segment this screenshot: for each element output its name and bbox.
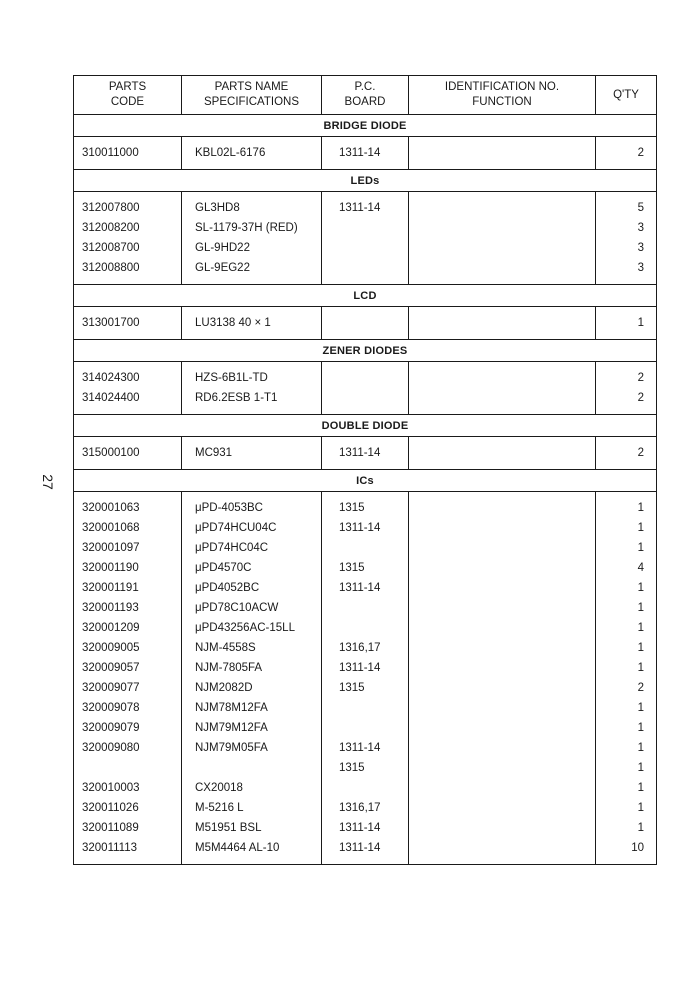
quantity-column: [596, 307, 657, 340]
pc-board-cell: 1315: [339, 562, 365, 574]
part-name-column: [182, 437, 322, 470]
pc-board-cell: 1311-14: [339, 147, 381, 159]
section-body-row: [74, 192, 657, 285]
identification-cell: [409, 368, 595, 388]
part-name-column: [182, 307, 322, 340]
quantity-cell: 3: [637, 262, 644, 274]
table-header-row: [74, 76, 657, 115]
section-body-row: [74, 492, 657, 865]
quantity-column: [596, 437, 657, 470]
quantity-cell: 1: [637, 822, 644, 834]
part-code-cell: 320009080: [82, 742, 140, 754]
part-name-cell: NJM2082D: [195, 682, 253, 694]
identification-cell: [409, 778, 595, 798]
quantity-cell: 2: [637, 372, 644, 384]
part-code-cell: 320011089: [82, 822, 139, 834]
identification-column: [409, 307, 596, 340]
quantity-cell: 1: [637, 542, 644, 554]
part-code-cell: 320001190: [82, 562, 139, 574]
part-code-cell: [74, 758, 181, 778]
pc-board-cell: [322, 368, 408, 388]
quantity-cell: 1: [637, 802, 644, 814]
part-code-cell: 320009057: [82, 662, 140, 674]
section-header-row: [74, 415, 657, 437]
pc-board-cell: [322, 618, 408, 638]
quantity-cell: 1: [637, 502, 644, 514]
quantity-cell: 10: [631, 842, 644, 854]
quantity-cell: 1: [637, 602, 644, 614]
pc-board-cell: 1315: [339, 502, 365, 514]
pc-board-cell: [322, 313, 408, 333]
quantity-cell: 1: [637, 622, 644, 634]
quantity-cell: 1: [637, 742, 644, 754]
part-name-column: [182, 492, 322, 865]
part-code-column: [74, 362, 182, 415]
header-parts-code: PARTS CODE: [74, 76, 182, 115]
part-code-cell: 320001068: [82, 522, 140, 534]
pc-board-cell: 1315: [339, 682, 365, 694]
part-code-cell: 313001700: [82, 317, 140, 329]
part-code-cell: 320001063: [82, 502, 140, 514]
identification-column: [409, 362, 596, 415]
part-name-cell: NJM-7805FA: [195, 662, 263, 674]
section-body-row: [74, 362, 657, 415]
quantity-cell: 1: [637, 582, 644, 594]
part-code-cell: 320009078: [82, 702, 140, 714]
identification-cell: [409, 258, 595, 278]
part-name-cell: μPD78C10ACW: [195, 602, 279, 614]
quantity-cell: 2: [637, 147, 644, 159]
pc-board-cell: [322, 598, 408, 618]
identification-column: [409, 137, 596, 170]
part-name-cell: μPD74HC04C: [195, 542, 269, 554]
section-header-row: [74, 170, 657, 192]
part-name-cell: RD6.2ESB 1-T1: [195, 392, 278, 404]
pc-board-cell: [322, 238, 408, 258]
identification-cell: [409, 443, 595, 463]
part-code-cell: 320011026: [82, 802, 139, 814]
part-code-cell: 310011000: [82, 147, 139, 159]
part-code-cell: 320001193: [82, 602, 139, 614]
part-name-cell: KBL02L-6176: [195, 147, 266, 159]
identification-cell: [409, 838, 595, 858]
identification-cell: [409, 388, 595, 408]
quantity-cell: 5: [637, 202, 644, 214]
identification-cell: [409, 698, 595, 718]
section-title: LEDs: [74, 170, 657, 192]
identification-cell: [409, 758, 595, 778]
part-code-cell: 320011113: [82, 842, 138, 854]
section-title: LCD: [74, 285, 657, 307]
identification-cell: [409, 818, 595, 838]
pc-board-cell: [322, 718, 408, 738]
header-qty: Q'TY: [596, 76, 657, 115]
identification-cell: [409, 578, 595, 598]
identification-cell: [409, 738, 595, 758]
pc-board-cell: 1311-14: [339, 447, 381, 459]
identification-cell: [409, 598, 595, 618]
section-body-row: [74, 437, 657, 470]
pc-board-column: [322, 307, 409, 340]
identification-column: [409, 437, 596, 470]
quantity-cell: 2: [637, 447, 644, 459]
quantity-column: [596, 192, 657, 285]
part-name-cell: GL-9EG22: [195, 262, 250, 274]
pc-board-cell: [322, 388, 408, 408]
part-code-cell: 314024300: [82, 372, 140, 384]
identification-cell: [409, 618, 595, 638]
pc-board-cell: [322, 218, 408, 238]
section-header-row: [74, 340, 657, 362]
part-name-cell: μPD4052BC: [195, 582, 260, 594]
part-code-cell: 320001209: [82, 622, 140, 634]
part-name-cell: NJM79M12FA: [195, 722, 268, 734]
identification-cell: [409, 143, 595, 163]
pc-board-cell: 1316,17: [339, 802, 381, 814]
part-code-cell: 314024400: [82, 392, 140, 404]
quantity-cell: 1: [637, 762, 644, 774]
header-identification: IDENTIFICATION NO. FUNCTION: [409, 76, 596, 115]
quantity-cell: 1: [637, 782, 644, 794]
pc-board-cell: 1311-14: [339, 742, 381, 754]
quantity-cell: 2: [637, 392, 644, 404]
part-name-cell: M51951 BSL: [195, 822, 262, 834]
part-name-cell: NJM-4558S: [195, 642, 256, 654]
section-title: DOUBLE DIODE: [74, 415, 657, 437]
section-body-row: [74, 137, 657, 170]
quantity-cell: 1: [637, 522, 644, 534]
section-header-row: [74, 285, 657, 307]
part-name-cell: NJM78M12FA: [195, 702, 268, 714]
part-code-cell: 312008200: [82, 222, 140, 234]
part-name-cell: GL-9HD22: [195, 242, 250, 254]
pc-board-column: [322, 362, 409, 415]
quantity-cell: 2: [637, 682, 644, 694]
section-title: ZENER DIODES: [74, 340, 657, 362]
identification-column: [409, 192, 596, 285]
section-title: ICs: [74, 470, 657, 492]
part-name-cell: M5M4464 AL-10: [195, 842, 280, 854]
section-title: BRIDGE DIODE: [74, 115, 657, 137]
pc-board-cell: 1311-14: [339, 822, 381, 834]
part-code-cell: 315000100: [82, 447, 140, 459]
quantity-column: [596, 492, 657, 865]
identification-cell: [409, 518, 595, 538]
part-name-cell: LU3138 40 × 1: [195, 317, 271, 329]
pc-board-cell: [322, 258, 408, 278]
identification-cell: [409, 718, 595, 738]
part-name-column: [182, 192, 322, 285]
identification-cell: [409, 638, 595, 658]
quantity-cell: 3: [637, 222, 644, 234]
section-body-row: [74, 307, 657, 340]
pc-board-column: [322, 492, 409, 865]
part-name-cell: μPD4570C: [195, 562, 252, 574]
section-header-row: [74, 470, 657, 492]
part-name-cell: μPD43256AC-15LL: [195, 622, 295, 634]
quantity-cell: 4: [637, 562, 644, 574]
part-code-column: [74, 492, 182, 865]
quantity-cell: 1: [637, 662, 644, 674]
quantity-cell: 1: [637, 642, 644, 654]
pc-board-column: [322, 192, 409, 285]
part-code-column: [74, 137, 182, 170]
identification-cell: [409, 538, 595, 558]
part-name-cell: SL-1179-37H (RED): [195, 222, 298, 234]
part-code-cell: 320001097: [82, 542, 140, 554]
pc-board-cell: 1311-14: [339, 522, 381, 534]
identification-cell: [409, 198, 595, 218]
part-code-column: [74, 307, 182, 340]
pc-board-cell: [322, 538, 408, 558]
part-code-cell: 320010003: [82, 782, 140, 794]
part-code-cell: 312008800: [82, 262, 140, 274]
part-code-cell: 312008700: [82, 242, 140, 254]
pc-board-column: [322, 437, 409, 470]
identification-cell: [409, 658, 595, 678]
identification-cell: [409, 218, 595, 238]
pc-board-cell: 1311-14: [339, 202, 381, 214]
identification-cell: [409, 498, 595, 518]
part-code-cell: 320001191: [82, 582, 139, 594]
parts-list-table: [73, 75, 657, 865]
pc-board-cell: 1316,17: [339, 642, 381, 654]
part-name-column: [182, 137, 322, 170]
section-header-row: [74, 115, 657, 137]
header-pc-board: P.C. BOARD: [322, 76, 409, 115]
part-code-column: [74, 437, 182, 470]
part-name-cell: μPD-4053BC: [195, 502, 263, 514]
part-code-cell: 320009079: [82, 722, 140, 734]
pc-board-cell: 1315: [339, 762, 365, 774]
quantity-cell: 3: [637, 242, 644, 254]
quantity-cell: 1: [637, 702, 644, 714]
part-code-cell: 320009077: [82, 682, 140, 694]
quantity-cell: 1: [637, 722, 644, 734]
pc-board-column: [322, 137, 409, 170]
identification-cell: [409, 798, 595, 818]
pc-board-cell: 1311-14: [339, 582, 381, 594]
pc-board-cell: 1311-14: [339, 842, 381, 854]
identification-cell: [409, 678, 595, 698]
table-body: [74, 115, 657, 865]
part-name-cell: μPD74HCU04C: [195, 522, 277, 534]
identification-column: [409, 492, 596, 865]
identification-cell: [409, 313, 595, 333]
part-name-cell: M-5216 L: [195, 802, 244, 814]
pc-board-cell: [322, 698, 408, 718]
part-code-cell: 312007800: [82, 202, 140, 214]
identification-cell: [409, 238, 595, 258]
quantity-column: [596, 362, 657, 415]
part-name-column: [182, 362, 322, 415]
part-name-cell: [182, 758, 321, 778]
header-parts-name: PARTS NAME SPECIFICATIONS: [182, 76, 322, 115]
part-name-cell: CX20018: [195, 782, 243, 794]
identification-cell: [409, 558, 595, 578]
quantity-cell: 1: [637, 317, 644, 329]
part-code-cell: 320009005: [82, 642, 140, 654]
part-name-cell: MC931: [195, 447, 233, 459]
part-code-column: [74, 192, 182, 285]
page-number: 27: [39, 474, 56, 490]
pc-board-cell: [322, 778, 408, 798]
part-name-cell: HZS-6B1L-TD: [195, 372, 268, 384]
part-name-cell: GL3HD8: [195, 202, 240, 214]
quantity-column: [596, 137, 657, 170]
part-name-cell: NJM79M05FA: [195, 742, 268, 754]
pc-board-cell: 1311-14: [339, 662, 381, 674]
